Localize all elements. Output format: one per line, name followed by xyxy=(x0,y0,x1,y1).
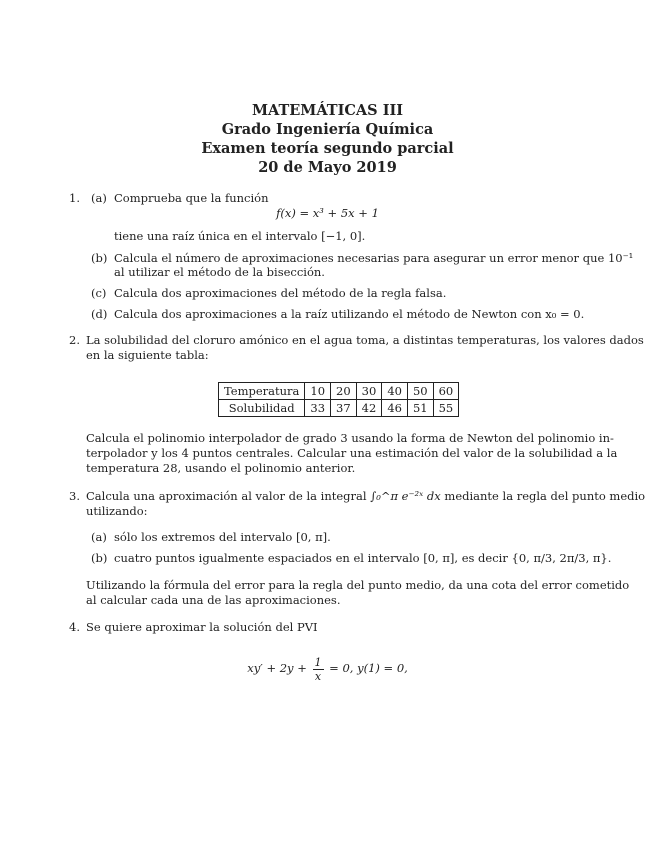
q2-p1: Calcula el polinomio interpolador de grado 3 usando la forma de Newton del polinomio in- xyxy=(86,431,614,445)
table-row-solubility xyxy=(219,400,459,417)
q4-frac-num: 1 xyxy=(314,655,322,669)
q3-line2: utilizando: xyxy=(86,504,148,518)
q3-p1: Utilizando la fórmula del error para la regla del punto medio, da una cota del error cometido xyxy=(86,578,630,592)
q4-eq-left: xy′ + 2y + xyxy=(247,661,307,675)
table-cell: 33 xyxy=(305,400,331,417)
table-cell: 60 xyxy=(433,383,459,400)
table-header-solubility: Solubilidad xyxy=(219,400,305,417)
exam-date: 20 de Mayo 2019 xyxy=(258,159,397,176)
q3-line1 xyxy=(86,489,645,504)
q3a-label: (a) xyxy=(91,530,107,544)
q2-number: 2. xyxy=(69,333,80,347)
q1a-text2: tiene una raíz única en el intervalo [−1, 0]. xyxy=(114,229,366,243)
table-cell: 50 xyxy=(407,383,433,400)
table-cell: 30 xyxy=(356,383,382,400)
table-cell: 10 xyxy=(305,383,331,400)
q4-number: 4. xyxy=(69,620,80,634)
q2-line1: La solubilidad del cloruro amónico en el agua toma, a distintas temperaturas, los valores dados xyxy=(86,333,644,347)
q1d-text: Calcula dos aproximaciones a la raíz utilizando el método de Newton con x₀ = 0. xyxy=(114,307,585,321)
table-cell: 37 xyxy=(331,400,357,417)
table-cell: 40 xyxy=(382,383,408,400)
table-cell: 51 xyxy=(407,400,433,417)
solubility-table xyxy=(218,382,459,417)
table-cell: 46 xyxy=(382,400,408,417)
q1b-line1: Calcula el número de aproximaciones necesarias para asegurar un error menor que 10⁻¹ xyxy=(114,251,634,265)
q4-equation xyxy=(0,651,655,685)
q3-number: 3. xyxy=(69,489,80,503)
subject-title: MATEMÁTICAS III xyxy=(251,102,404,119)
q1b-label: (b) xyxy=(91,251,108,265)
q1-number: 1. xyxy=(69,191,80,205)
q3b-label: (b) xyxy=(91,551,108,565)
q1a-label: (a) xyxy=(91,191,107,205)
q1c-label: (c) xyxy=(91,286,107,300)
q2-p2: terpolador y los 4 puntos centrales. Calcular una estimación del valor de la solubilidad a la xyxy=(86,446,618,460)
q4-frac-den: x xyxy=(314,669,322,683)
degree-title: Grado Ingeniería Química xyxy=(221,121,434,138)
q3-line1b: mediante la regla del punto medio xyxy=(444,489,646,503)
table-row-temperature xyxy=(219,383,459,400)
q1a-text: Comprueba que la función xyxy=(114,191,269,205)
q1a-formula: f(x) = x³ + 5x + 1 xyxy=(276,206,379,220)
q4-fraction xyxy=(313,656,324,683)
q4-eq-right: = 0, y(1) = 0, xyxy=(329,661,408,675)
q1d-label: (d) xyxy=(91,307,108,321)
table-cell: 55 xyxy=(433,400,459,417)
q4-text: Se quiere aproximar la solución del PVI xyxy=(86,620,318,634)
q3-line1a: Calcula una aproximación al valor de la integral xyxy=(86,489,367,503)
q2-p3: temperatura 28, usando el polinomio anterior. xyxy=(86,461,356,475)
q1c-text: Calcula dos aproximaciones del método de la regla falsa. xyxy=(114,286,447,300)
exam-header xyxy=(0,101,655,177)
q3a-text: sólo los extremos del intervalo [0, π]. xyxy=(114,530,331,544)
table-cell: 20 xyxy=(331,383,357,400)
table-cell: 42 xyxy=(356,400,382,417)
q1b-line2: al utilizar el método de la bisección. xyxy=(114,265,325,279)
q3b-text: cuatro puntos igualmente espaciados en el intervalo [0, π], es decir {0, π/3, 2π/3, π}. xyxy=(114,551,612,565)
table-header-temperature: Temperatura xyxy=(219,383,305,400)
q3-integral: ∫₀^π e⁻²ˣ dx xyxy=(370,489,441,503)
q3-p2: al calcular cada una de las aproximaciones. xyxy=(86,593,341,607)
exam-title: Examen teoría segundo parcial xyxy=(201,140,454,157)
q2-line2: en la siguiente tabla: xyxy=(86,348,209,362)
